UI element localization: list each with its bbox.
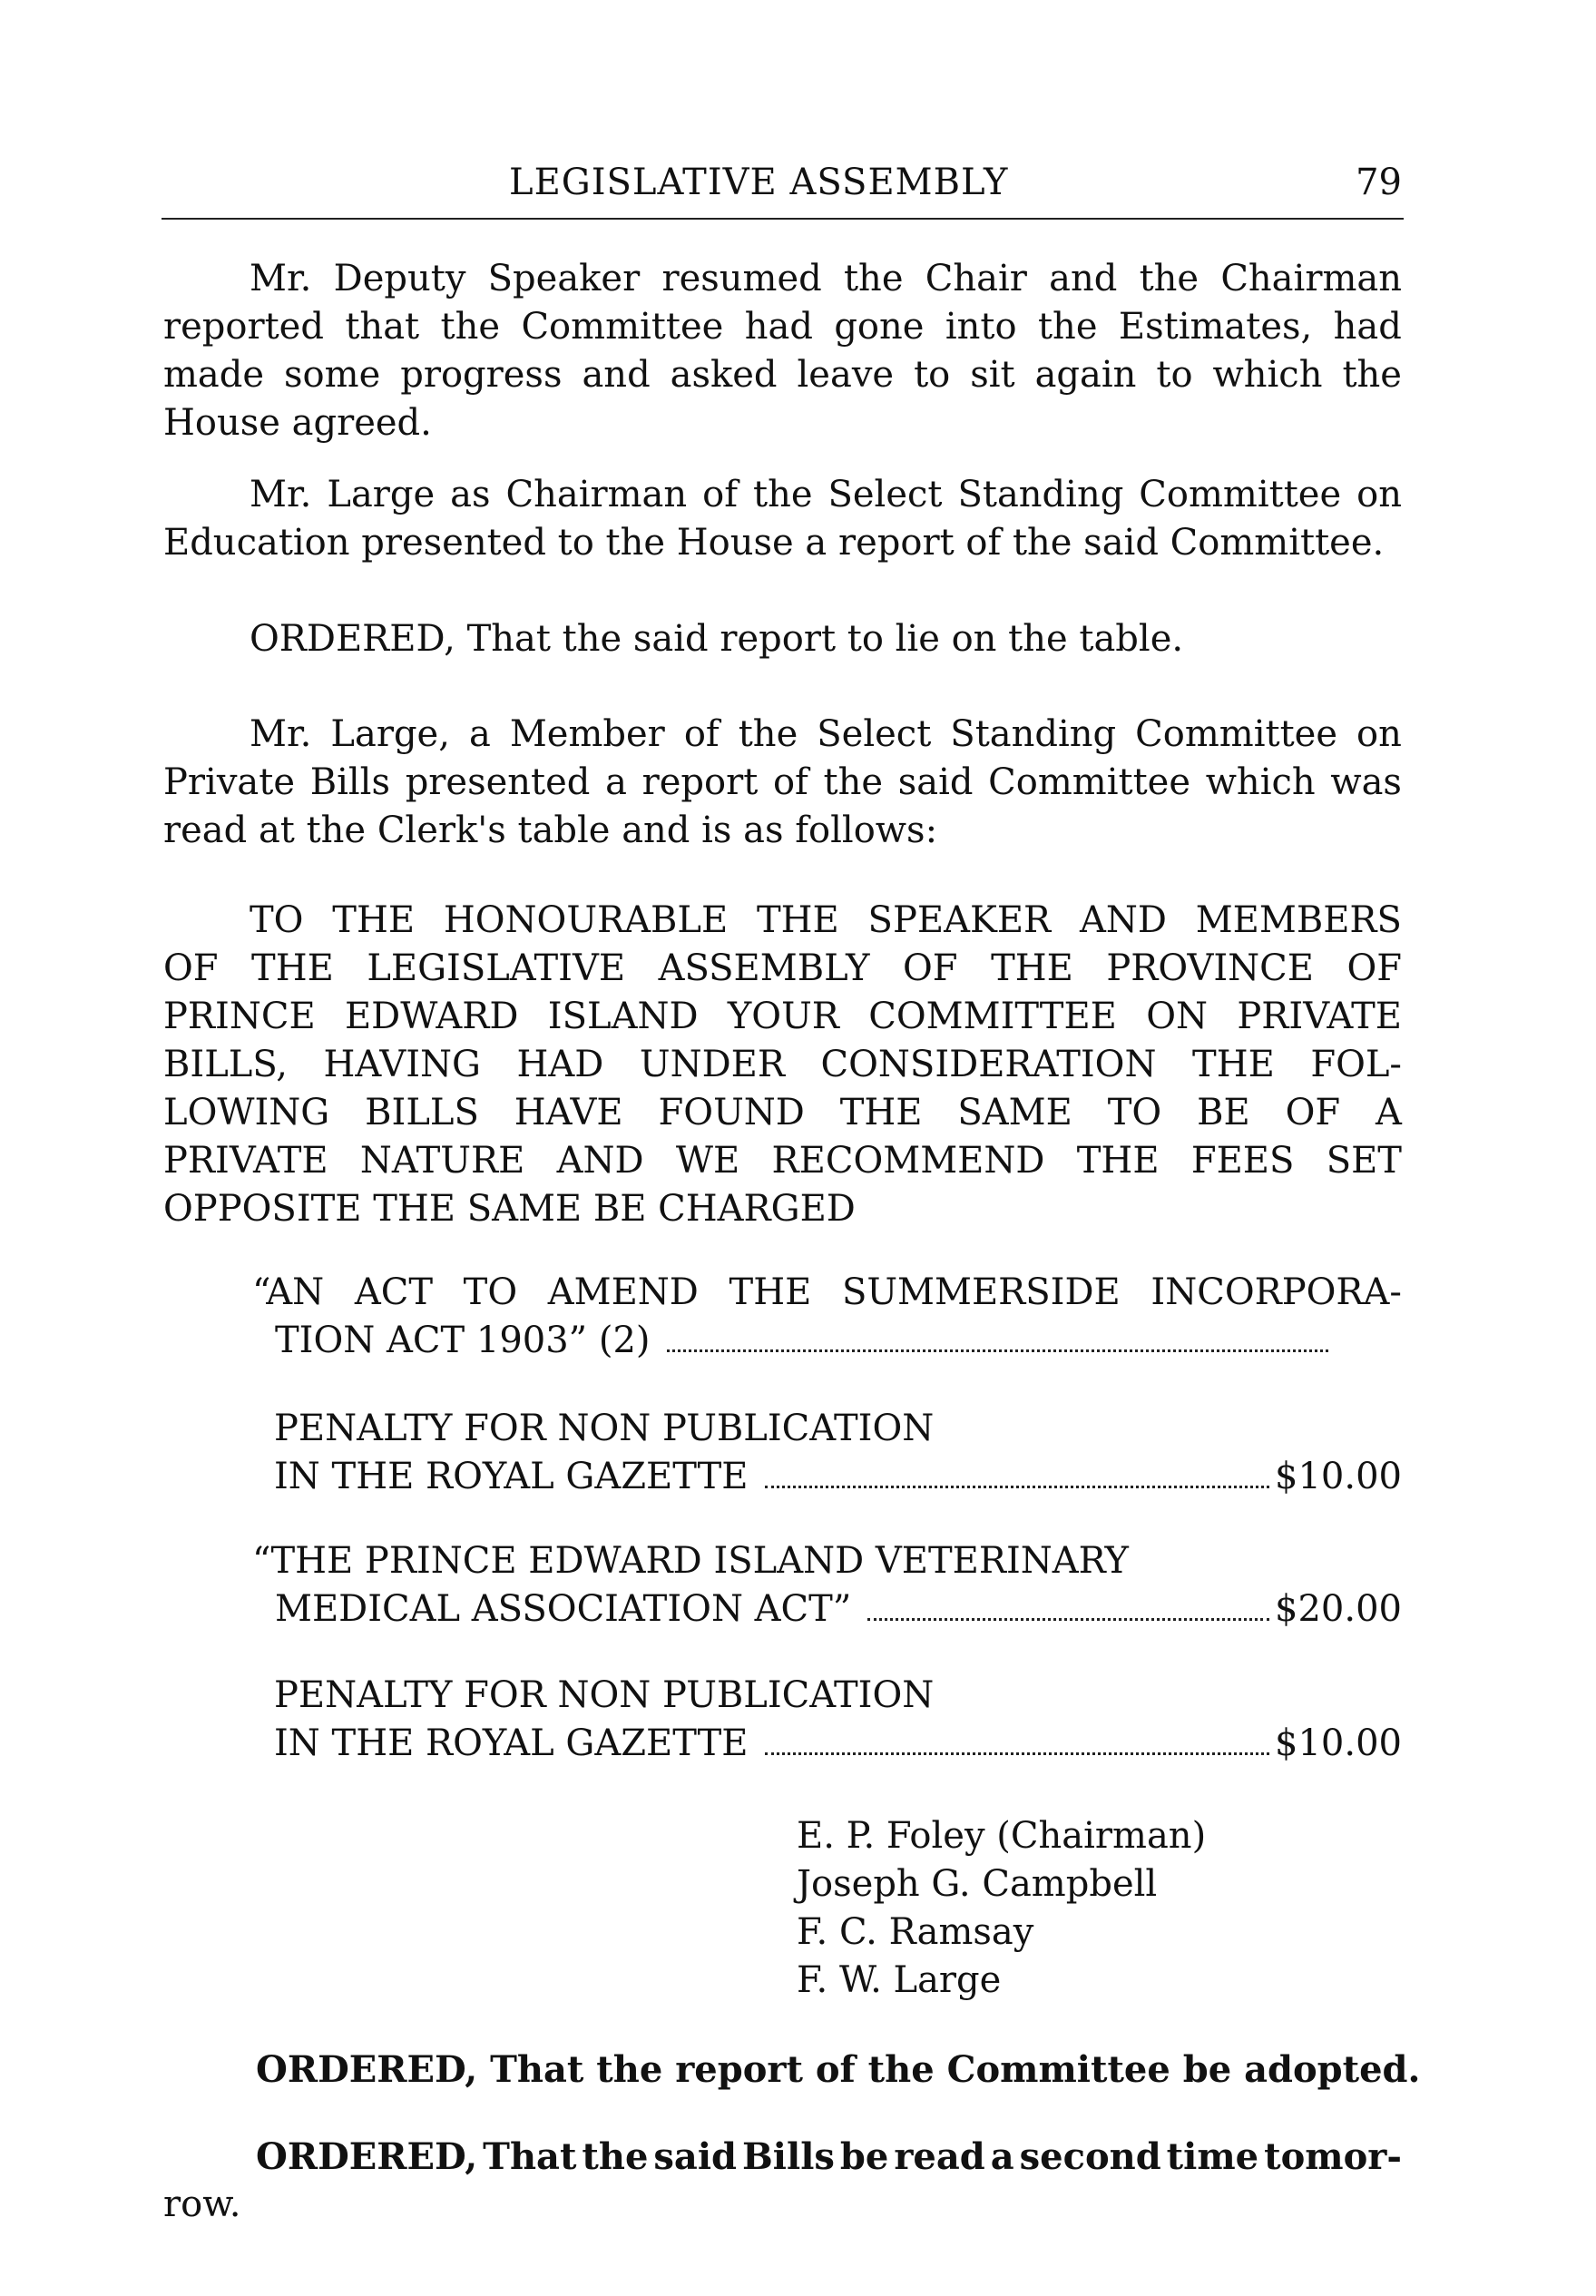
signatory-name: E. P. Foley (Chairman): [797, 1815, 1207, 1857]
running-title: LEGISLATIVE ASSEMBLY: [509, 162, 1009, 203]
text-line: Mr. Large as Chairman of the Select Standing Committee on: [250, 474, 1402, 515]
text-line: TO THE HONOURABLE THE SPEAKER AND MEMBERS: [250, 899, 1402, 941]
text-line: row.: [163, 2183, 241, 2225]
text-line: OF THE LEGISLATIVE ASSEMBLY OF THE PROVINCE OF: [163, 947, 1402, 989]
text-line: PRINCE EDWARD ISLAND YOUR COMMITTEE ON PRIVATE: [163, 996, 1402, 1037]
text-line: Mr. Deputy Speaker resumed the Chair and the Chairman: [250, 258, 1402, 299]
fee-amount: $20.00: [1275, 1588, 1402, 1630]
text-line: read at the Clerk's table and is as follows:: [163, 809, 938, 851]
dot-leader: [867, 1618, 1269, 1621]
penalty-line: IN THE ROYAL GAZETTE: [274, 1456, 749, 1497]
text-line: BILLS, HAVING HAD UNDER CONSIDERATION THE FOL-: [163, 1044, 1402, 1085]
ordered-report-adopted: [163, 2046, 1421, 2094]
text-line: PRIVATE NATURE AND WE RECOMMEND THE FEES SET: [163, 1140, 1402, 1182]
report-heading: [163, 897, 1402, 1233]
dot-leader: [765, 1752, 1270, 1755]
dot-leader: [765, 1486, 1270, 1488]
penalty-line: PENALTY FOR NON PUBLICATION: [274, 1674, 935, 1716]
penalty-line: PENALTY FOR NON PUBLICATION: [274, 1408, 935, 1449]
text-line: ORDERED, That the said report to lie on the table.: [250, 618, 1184, 660]
fee-item-veterinary: [252, 1537, 1402, 1634]
signatories: [797, 1812, 1206, 2005]
penalty-line: IN THE ROYAL GAZETTE: [274, 1722, 749, 1764]
text-line: Education presented to the House a report of the said Committee.: [163, 522, 1385, 564]
bill-title-line: “THE PRINCE EDWARD ISLAND VETERINARY: [252, 1540, 1129, 1582]
bill-title-line: MEDICAL ASSOCIATION ACT”: [275, 1588, 852, 1630]
text-line: LOWING BILLS HAVE FOUND THE SAME TO BE OF A: [163, 1092, 1402, 1133]
paragraph-education-report: [163, 471, 1402, 567]
page-number: 79: [1356, 162, 1402, 203]
paragraph-deputy-speaker: [163, 255, 1402, 447]
bill-title-line: TION ACT 1903” (2): [275, 1320, 651, 1361]
text-line: Mr. Large, a Member of the Select Standing Committee on: [250, 713, 1402, 755]
fee-amount: $10.00: [1275, 1456, 1402, 1497]
bill-title-leader-line: [252, 1585, 1402, 1634]
penalty-leader-line: [274, 1720, 1402, 1768]
signatory-name: Joseph G. Campbell: [797, 1863, 1158, 1905]
fee-item-summerside: [252, 1269, 1402, 1365]
text-line: ORDERED, That the said Bills be read a second time tomor-: [256, 2135, 1402, 2178]
paragraph-private-bills: [163, 711, 1402, 855]
fee-item-penalty-1: [274, 1405, 1402, 1501]
text-line: OPPOSITE THE SAME BE CHARGED: [163, 1188, 856, 1230]
text-line: House agreed.: [163, 402, 432, 444]
penalty-leader-line: [274, 1453, 1402, 1501]
text-line: ORDERED, That the report of the Committee be adopted.: [256, 2048, 1421, 2091]
fee-item-penalty-2: [274, 1672, 1402, 1768]
page-header: [163, 162, 1402, 216]
signatory-name: F. C. Ramsay: [797, 1911, 1034, 1953]
bill-title-leader-line: [252, 1317, 1334, 1365]
text-line: Private Bills presented a report of the said Committee which was: [163, 761, 1402, 803]
ordered-second-reading: [163, 2133, 1402, 2229]
dot-leader: [667, 1349, 1329, 1352]
ordered-lie-on-table: [163, 615, 1402, 663]
text-line: made some progress and asked leave to sit again to which the: [163, 354, 1402, 396]
signatory-name: F. W. Large: [797, 1959, 1002, 2001]
bill-title-line: “AN ACT TO AMEND THE SUMMERSIDE INCORPORA-: [252, 1271, 1402, 1313]
text-line: reported that the Committee had gone into the Estimates, had: [163, 306, 1402, 348]
header-rule: [162, 218, 1404, 220]
fee-amount: $10.00: [1275, 1722, 1402, 1764]
